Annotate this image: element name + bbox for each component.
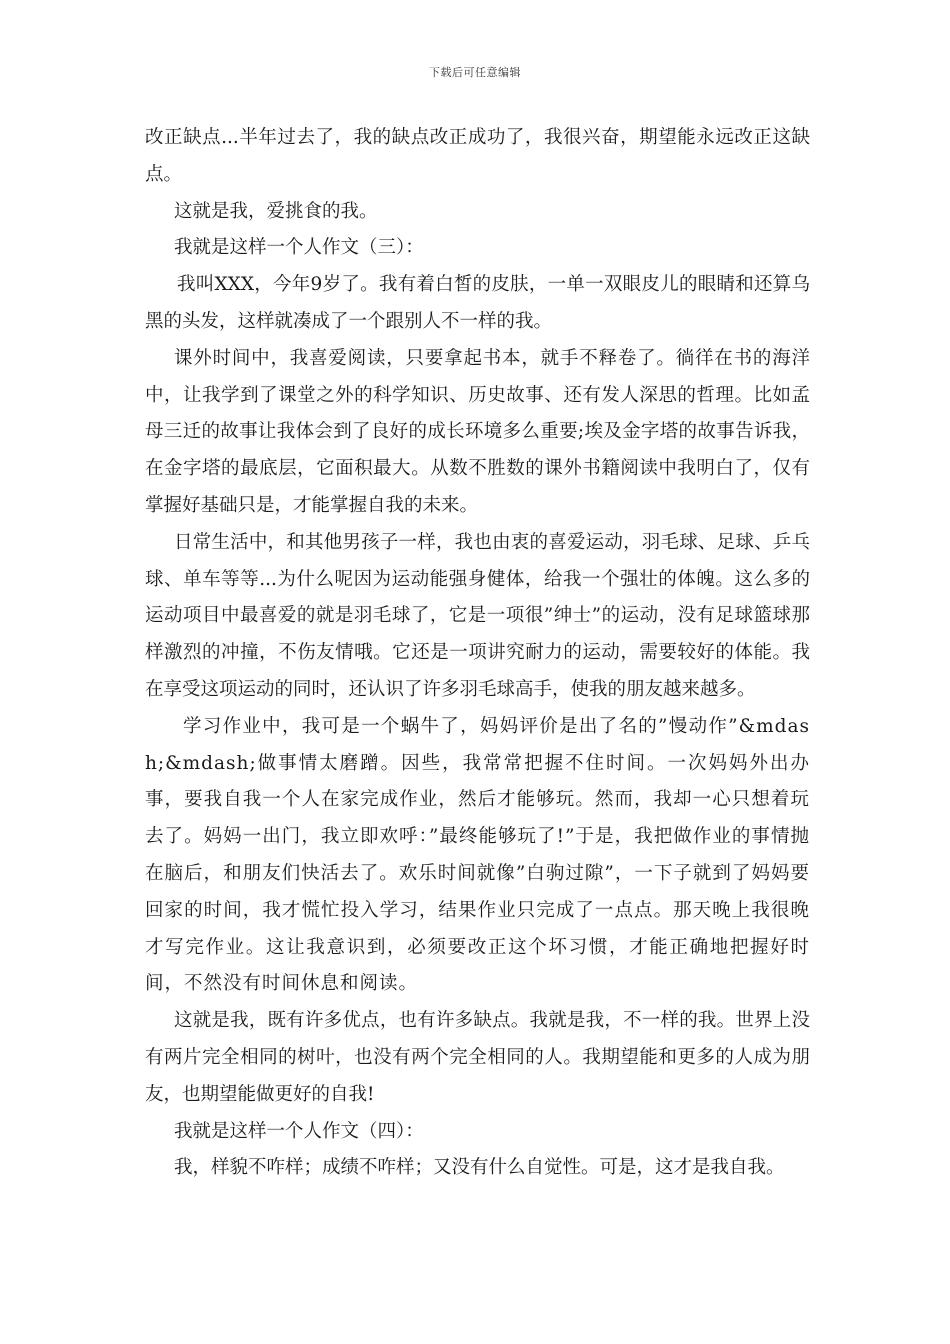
paragraph: 这就是我，爱挑食的我。 [174, 200, 378, 222]
paragraph: 日常生活中，和其他男孩子一样，我也由衷的喜爱运动，羽毛球、足球、乒乓球、单车等等...为什么呢因为运动能强身健体，给我一个强壮的体魄。这么多的运动项目中最喜爱的就是羽毛球了，它是一项很”绅士”的运动，没有足球篮球那样激烈的冲撞，不伤友情哦。它还是一项讲究耐力的运动，需要较好的体能。我在享受这项运动的同时，还认识了许多羽毛球高手，使我的朋友越来越多。 [145, 531, 810, 700]
document-body [145, 120, 810, 1187]
paragraph: 我叫XXX，今年9岁了。我有着白皙的皮肤，一单一双眼皮儿的眼睛和还算乌黑的头发，这样就凑成了一个跟别人不一样的我。 [145, 274, 810, 332]
section-heading: 我就是这样一个人作文（三）： [174, 237, 424, 259]
paragraph: 改正缺点...半年过去了，我的缺点改正成功了，我很兴奋，期望能永远改正这缺点。 [145, 127, 810, 185]
section-heading: 我就是这样一个人作文（四）： [174, 1120, 424, 1142]
paragraph: 学习作业中，我可是一个蜗牛了，妈妈评价是出了名的”慢动作”&mdash;&mdash;做事情太磨蹭。因些，我常常把握不住时间。一次妈妈外出办事，要我自我一个人在家完成作业，然后才能够玩。然而，我却一心只想着玩去了。妈妈一出门，我立即欢呼：”最终能够玩了!”于是，我把做作业的事情抛在脑后，和朋友们快活去了。欢乐时间就像”白驹过隙”，一下子就到了妈妈要回家的时间，我才慌忙投入学习，结果作业只完成了一点点。那天晚上我很晚才写完作业。这让我意识到，必须要改正这个坏习惯，才能正确地把握好时间，不然没有时间休息和阅读。 [145, 715, 810, 995]
paragraph: 我，样貌不咋样；成绩不咋样；又没有什么自觉性。可是，这才是我自我。 [174, 1157, 785, 1179]
paragraph: 这就是我，既有许多优点，也有许多缺点。我就是我，不一样的我。世界上没有两片完全相同的树叶，也没有两个完全相同的人。我期望能和更多的人成为朋友，也期望能做更好的自我! [145, 1010, 810, 1105]
paragraph: 课外时间中，我喜爱阅读，只要拿起书本，就手不释卷了。徜徉在书的海洋中，让我学到了课堂之外的科学知识、历史故事、还有发人深思的哲理。比如孟母三迁的故事让我体会到了良好的成长环境多么重要;埃及金字塔的故事告诉我，在金字塔的最底层，它面积最大。从数不胜数的课外书籍阅读中我明白了，仅有掌握好基础只是，才能掌握自我的未来。 [145, 347, 810, 516]
page-header: 下载后可任意编辑 [429, 66, 521, 79]
